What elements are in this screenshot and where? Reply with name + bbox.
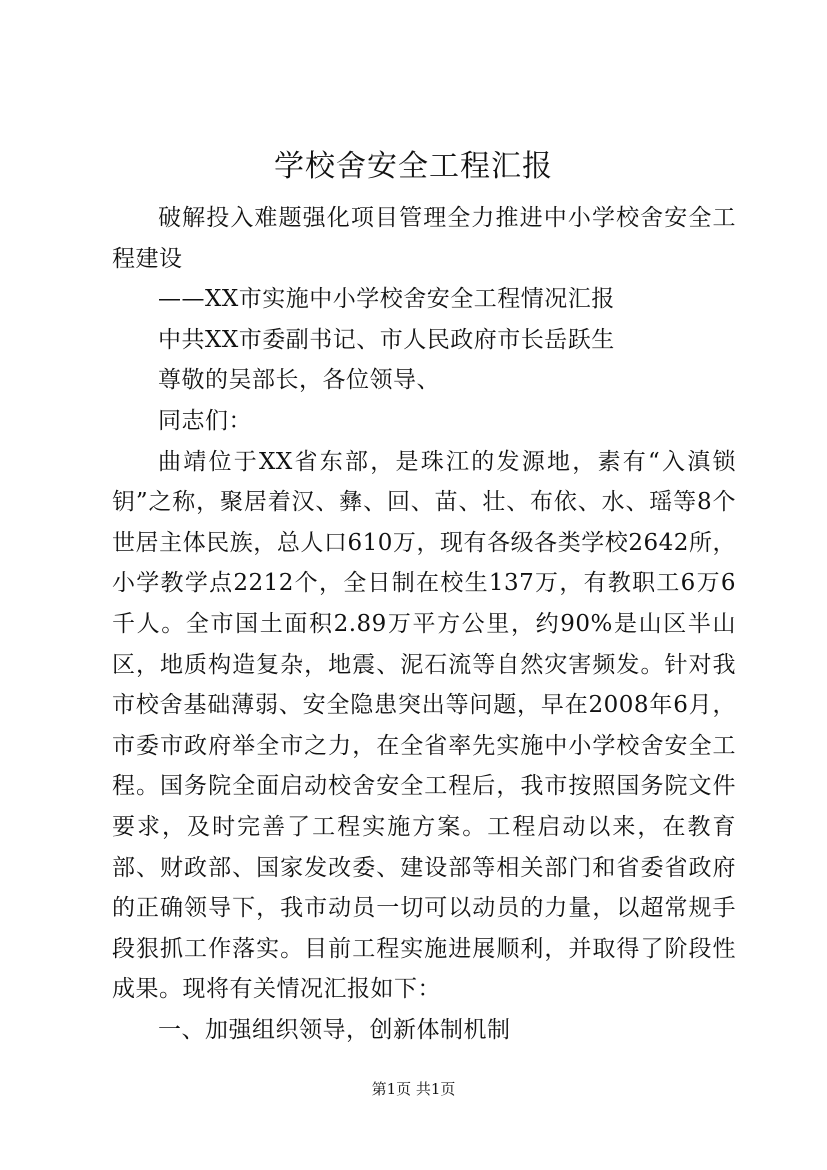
section-heading: 一、加强组织领导，创新体制机制: [158, 1016, 511, 1043]
salutation-paragraph-2: 同志们：: [158, 407, 252, 434]
main-paragraph: 曲靖位于XX省东部，是珠江的发源地，素有“入滇锁钥”之称，聚居着汉、彝、回、苗、壮、布依、水、瑶等8个世居主体民族，总人口610万，现有各级各类学校2642所，小学教学点2212个，全日制在校生137万，有教职工6万6千人。全市国土面积2.89万平方公里，约90%是山区半山区，地质构造复杂，地震、泥石流等自然灾害频发。针对我市校舍基础薄弱、安全隐患突出等问题，早在2008年6月，市委市政府举全市之力，在全省率先实施中小学校舍安全工程。国务院全面启动校舍安全工程后，我市按照国务院文件要求，及时完善了工程实施方案。工程启动以来，在教育部、财政部、国家发改委、建设部等相关部门和省委省政府的正确领导下，我市动员一切可以动员的力量，以超常规手段狠抓工作落实。目前工程实施进展顺利，并取得了阶段性成果。现将有关情况汇报如下：: [112, 448, 736, 1003]
document-title: 学校舍安全工程汇报: [274, 149, 553, 184]
page-footer: 第1页 共1页: [371, 1080, 456, 1098]
report-heading-paragraph: ——XX市实施中小学校舍安全工程情况汇报: [158, 286, 615, 313]
author-paragraph: 中共XX市委副书记、市人民政府市长岳跃生: [158, 326, 615, 353]
document-body: [112, 198, 736, 1050]
salutation-paragraph: 尊敬的吴部长，各位领导、: [158, 367, 440, 394]
subtitle-paragraph: 破解投入难题强化项目管理全力推进中小学校舍安全工程建设: [112, 205, 736, 272]
